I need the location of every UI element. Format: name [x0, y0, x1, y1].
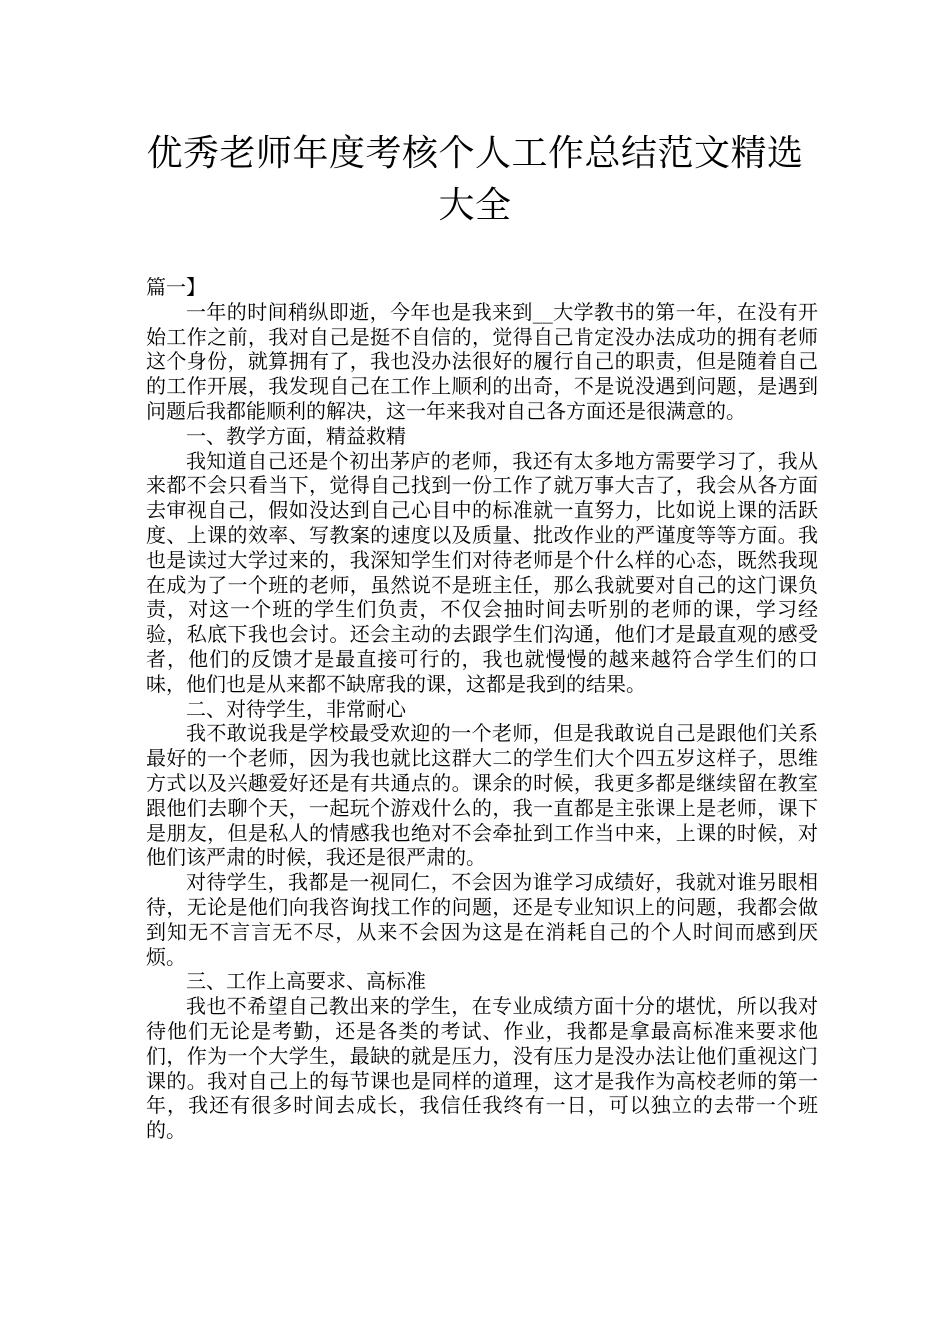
paragraph-intro: 一年的时间稍纵即逝，今年也是我来到__大学教书的第一年，在没有开始工作之前，我对自己是挺不自信的，觉得自己肯定没办法成功的拥有老师这个身份，就算拥有了，我也没办法很好的履行自己的职责，但是随着自己的工作开展，我发现自己在工作上顺利的出奇，不是说没遇到问题，是遇到问题后我都能顺利的解决，这一年来我对自己各方面还是很满意的。	[146, 299, 818, 423]
paragraph-students-1: 我不敢说我是学校最受欢迎的一个老师，但是我敢说自己是跟他们关系最好的一个老师，因为我也就比这群大二的学生们大个四五岁这样子，思维方式以及兴趣爱好还是有共通点的。课余的时候，我更多都是继续留在教室跟他们去聊个天，一起玩个游戏什么的，我一直都是主张课上是老师，课下是朋友，但是私人的情感我也绝对不会牵扯到工作当中来，上课的时候，对他们该严肃的时候，我还是很严肃的。	[146, 721, 818, 870]
section-heading-students: 二、对待学生，非常耐心	[186, 696, 406, 721]
section-heading-teaching: 一、教学方面，精益救精	[186, 423, 406, 448]
document-title: 优秀老师年度考核个人工作总结范文精选大全	[146, 133, 804, 226]
paragraph-teaching: 我知道自己还是个初出茅庐的老师，我还有太多地方需要学习了，我从来都不会只看当下，觉得自己找到一份工作了就万事大吉了，我会从各方面去审视自己，假如没达到自己心目中的标准就一直努力，比如说上课的活跃度、上课的效率、写教案的速度以及质量、批改作业的严谨度等等方面。我也是读过大学过来的，我深知学生们对待老师是个什么样的心态，既然我现在成为了一个班的老师，虽然说不是班主任，那么我就要对自己的这门课负责，对这一个班的学生们负责，不仅会抽时间去听别的老师的课，学习经验，私底下我也会讨。还会主动的去跟学生们沟通，他们才是最直观的感受者，他们的反馈才是最直接可行的，我也就慢慢的越来越符合学生们的口味，他们也是从来都不缺席我的课，这都是我到的结果。	[146, 448, 818, 696]
section-heading-standards: 三、工作上高要求、高标准	[186, 969, 426, 994]
document-body	[146, 275, 818, 1143]
section-label: 篇一】	[146, 275, 206, 299]
paragraph-standards: 我也不希望自己教出来的学生，在专业成绩方面十分的堪忧，所以我对待他们无论是考勤，还是各类的考试、作业，我都是拿最高标准来要求他们，作为一个大学生，最缺的就是压力，没有压力是没办法让他们重视这门课的。我对自己上的每节课也是同样的道理，这才是我作为高校老师的第一年，我还有很多时间去成长，我信任我终有一日，可以独立的去带一个班的。	[146, 994, 818, 1143]
paragraph-students-2: 对待学生，我都是一视同仁，不会因为谁学习成绩好，我就对谁另眼相待，无论是他们向我咨询找工作的问题，还是专业知识上的问题，我都会做到知无不言言无不尽，从来不会因为这是在消耗自己的个人时间而感到厌烦。	[146, 870, 818, 969]
